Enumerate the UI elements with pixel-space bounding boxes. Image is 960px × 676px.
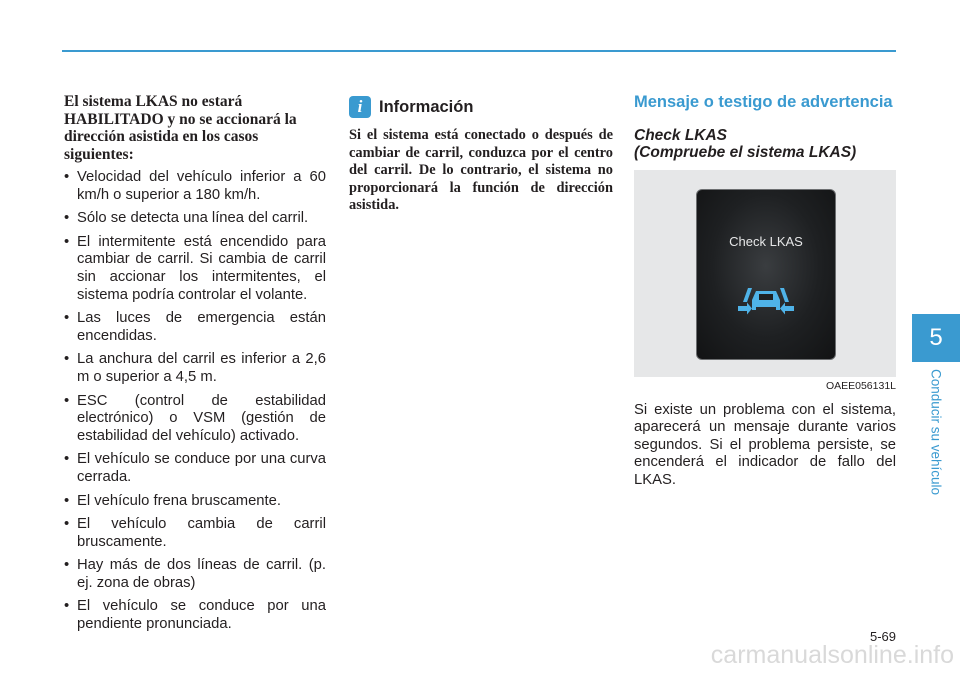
subtitle — [634, 127, 896, 162]
list-item: • Sólo se detecta una línea del carril. — [64, 210, 326, 228]
list-item: • Hay más de dos líneas de carril. (p. ej. zona de obras) — [64, 557, 326, 592]
right-column — [634, 94, 896, 489]
list-item: • El vehículo se conduce por una curva cerrada. — [64, 451, 326, 486]
display-message: Check LKAS — [729, 233, 803, 249]
subtitle-line-1: Check LKAS — [634, 126, 728, 144]
lead-paragraph: El sistema LKAS no estará HABILITADO y no se accionará la dirección asistida en los casos siguientes: — [64, 93, 297, 163]
left-column — [64, 93, 326, 640]
figure-code: OAEE056131L — [825, 379, 896, 392]
condition-list — [64, 169, 326, 634]
list-item: • Las luces de emergencia están encendidas. — [64, 310, 326, 345]
info-header — [349, 96, 613, 118]
cluster-display — [696, 189, 836, 360]
list-item: • El vehículo se conduce por una pendiente pronunciada. — [64, 598, 326, 633]
list-item: • Velocidad del vehículo inferior a 60 km/h o superior a 180 km/h. — [64, 169, 326, 204]
info-icon: i — [349, 96, 371, 118]
list-item: • ESC (control de estabilidad electrónico) o VSM (gestión de estabilidad del vehículo) activado. — [64, 393, 326, 446]
chapter-tab: 5 — [912, 314, 960, 362]
watermark: carmanualsonline.info — [710, 641, 954, 669]
description: Si existe un problema con el sistema, aparecerá un mensaje durante varios segundos. Si el problema persiste, se encenderá el indicador de fallo del LKAS. — [634, 401, 896, 488]
cluster-figure — [634, 170, 896, 377]
list-item: • El vehículo cambia de carril bruscamente. — [64, 516, 326, 551]
lkas-warning-icon — [736, 282, 796, 322]
info-title: Información — [379, 97, 474, 116]
info-body: Si el sistema está conectado o después de cambiar de carril, conduzca por el centro del carril. De lo contrario, el sistema no proporcionará la función de dirección asistida. — [349, 127, 613, 213]
section-title: Mensaje o testigo de advertencia — [634, 93, 893, 111]
list-item: • La anchura del carril es inferior a 2,6 m o superior a 4,5 m. — [64, 351, 326, 386]
info-box — [349, 96, 613, 215]
chapter-label: Conducir su vehículo — [928, 368, 944, 496]
list-item: • El vehículo frena bruscamente. — [64, 493, 326, 511]
list-item: • El intermitente está encendido para cambiar de carril. Si cambia de carril sin accionar los intermitentes, el sistema podría controlar el volante. — [64, 234, 326, 304]
subtitle-line-2: (Compruebe el sistema LKAS) — [634, 144, 857, 161]
page-number: 5-69 — [869, 629, 896, 644]
top-rule — [62, 50, 896, 52]
